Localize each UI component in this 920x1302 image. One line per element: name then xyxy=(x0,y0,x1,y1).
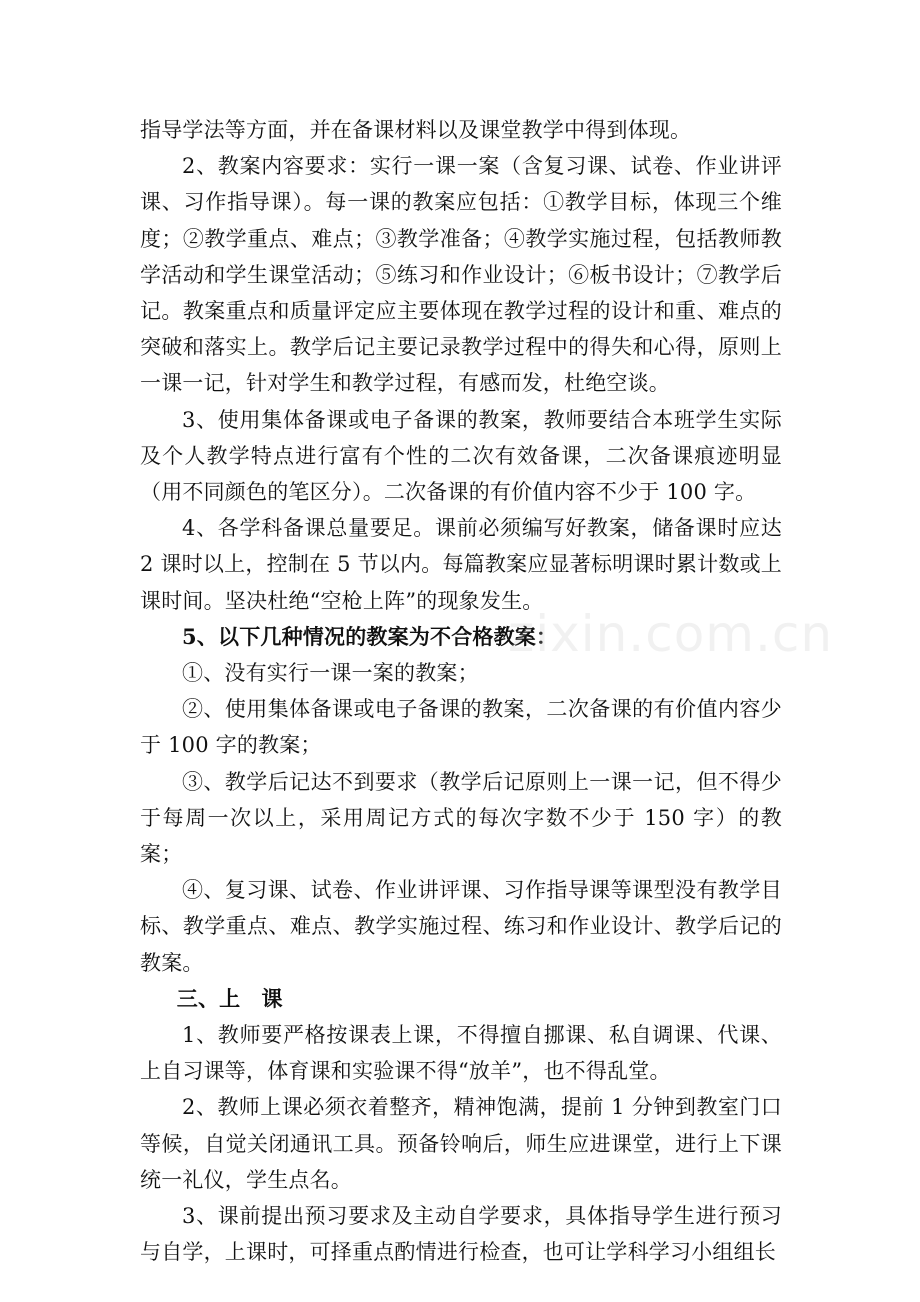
paragraph-unqualified-heading: 5、以下几种情况的教案为不合格教案： xyxy=(182,623,558,649)
paragraph-unqualified-item-4: ④、复习课、试卷、作业讲评课、习作指导课等课型没有教学目标、教学重点、难点、教学实施过程、练习和作业设计、教学后记的教案。 xyxy=(140,878,782,975)
paragraph-continuation: 指导学法等方面，并在备课材料以及课堂教学中得到体现。 xyxy=(140,118,692,142)
document-body xyxy=(140,112,782,1271)
paragraph-lesson-plan-content: 2、教案内容要求：实行一课一案（含复习课、试卷、作业讲评课、习作指导课）。每一课的教案应包括：①教学目标，体现三个维度；②教学重点、难点；③教学准备；④教学实施过程，包括教师教学活动和学生课堂活动；⑤练习和作业设计；⑥板书设计；⑦教学后记。教案重点和质量评定应主要体现在教学过程的设计和重、难点的突破和落实上。教学后记主要记录教学过程中的得失和心得，原则上一课一记，针对学生和教学过程，有感而发，杜绝空谈。 xyxy=(140,154,782,396)
watermark: zixin.com.cn xyxy=(508,605,834,663)
paragraph-teacher-attire: 2、教师上课必须衣着整齐，精神饱满，提前 1 分钟到教室门口等候，自觉关闭通讯工具。预备铃响后，师生应进课堂，进行上下课统一礼仪，学生点名。 xyxy=(140,1095,782,1192)
section-heading-class: 三、上 课 xyxy=(176,985,283,1011)
paragraph-class-schedule: 1、教师要严格按课表上课，不得擅自挪课、私自调课、代课、上自习课等，体育课和实验课不得“放羊”，也不得乱堂。 xyxy=(140,1023,782,1084)
paragraph-unqualified-item-1: ①、没有实行一课一案的教案； xyxy=(182,661,479,686)
paragraph-unqualified-item-3: ③、教学后记达不到要求（教学后记原则上一课一记，但不得少于每周一次以上，采用周记方式的每次字数不少于 150 字）的教案； xyxy=(140,769,782,867)
paragraph-preview-requirements: 3、课前提出预习要求及主动自学要求，具体指导学生进行预习与自学，上课时，可择重点酌情进行检查，也可让学科学习小组组长 xyxy=(140,1204,782,1265)
paragraph-prep-amount: 4、各学科备课总量要足。课前必须编写好教案，储备课时应达 2 课时以上，控制在 5 节以内。每篇教案应显著标明课时累计数或上课时间。坚决杜绝“空枪上阵”的现象发生。 xyxy=(140,516,782,613)
paragraph-unqualified-item-2: ②、使用集体备课或电子备课的教案，二次备课的有价值内容少于 100 字的教案； xyxy=(140,697,782,758)
paragraph-collective-prep: 3、使用集体备课或电子备课的教案，教师要结合本班学生实际及个人教学特点进行富有个性的二次有效备课，二次备课痕迹明显（用不同颜色的笔区分）。二次备课的有价值内容不少于 100 字。 xyxy=(140,407,782,505)
